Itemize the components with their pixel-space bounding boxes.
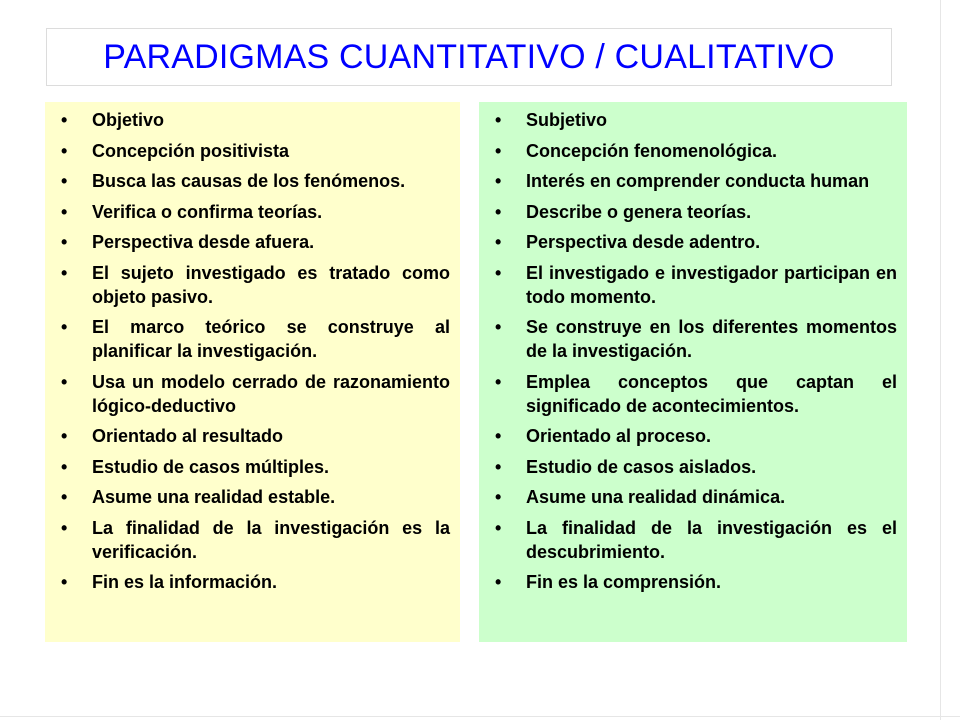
bullet-icon: • <box>495 110 502 130</box>
bullet-icon: • <box>495 426 502 446</box>
list-item-text: Describe o genera teorías. <box>526 201 752 222</box>
list-item-text: Perspectiva desde afuera. <box>92 232 315 252</box>
list-item-text: La finalidad de la investigación es el descubrimiento. <box>526 517 897 562</box>
list-item-text: Emplea conceptos que captan el significado de acontecimientos. <box>526 371 897 416</box>
bullet-icon: • <box>61 456 68 477</box>
list-item-text: Fin es la información. <box>92 572 278 592</box>
bullet-icon: • <box>61 110 68 130</box>
list-item <box>489 169 897 193</box>
list-item <box>489 230 897 254</box>
qualitative-list <box>489 108 897 594</box>
list-item <box>489 455 897 479</box>
bullet-icon: • <box>61 426 68 446</box>
bullet-icon: • <box>495 572 502 592</box>
list-item-text: Subjetivo <box>526 110 608 130</box>
slide-edge-right <box>940 0 941 720</box>
list-item-text: Perspectiva desde adentro. <box>526 232 761 252</box>
list-item <box>489 261 897 309</box>
bullet-icon: • <box>61 232 68 252</box>
title-box <box>46 28 892 86</box>
list-item <box>55 139 450 163</box>
list-item <box>489 139 897 163</box>
list-item <box>55 230 450 254</box>
list-item <box>55 315 450 363</box>
bullet-icon: • <box>61 201 68 222</box>
list-item-text: El sujeto investigado es tratado como objeto pasivo. <box>92 262 450 307</box>
list-item-text: Orientado al resultado <box>92 426 284 446</box>
qualitative-column <box>479 102 907 642</box>
list-item-text: Concepción positivista <box>92 140 290 161</box>
list-item <box>55 261 450 309</box>
list-item-text: Fin es la comprensión. <box>526 572 722 592</box>
list-item-text: Asume una realidad dinámica. <box>526 487 786 507</box>
list-item-text: Estudio de casos múltiples. <box>92 456 330 477</box>
list-item <box>489 315 897 363</box>
bullet-icon: • <box>61 487 68 507</box>
bullet-icon: • <box>61 317 68 337</box>
bullet-icon: • <box>495 371 502 392</box>
list-item-text: Objetivo <box>92 110 165 130</box>
bullet-icon: • <box>495 487 502 507</box>
list-item-text: Busca las causas de los fenómenos. <box>92 171 406 191</box>
list-item <box>489 200 897 224</box>
list-item-text: Se construye en los diferentes momentos de la investigación. <box>526 317 897 361</box>
bullet-icon: • <box>61 171 68 191</box>
list-item-text: Orientado al proceso. <box>526 426 712 446</box>
bullet-icon: • <box>495 262 502 283</box>
list-item <box>55 485 450 509</box>
list-item <box>55 424 450 448</box>
slide-edge-bottom <box>0 716 960 717</box>
list-item <box>489 370 897 418</box>
bullet-icon: • <box>495 201 502 222</box>
list-item <box>55 455 450 479</box>
list-item <box>55 169 450 193</box>
bullet-icon: • <box>495 140 502 161</box>
list-item-text: Estudio de casos aislados. <box>526 456 757 477</box>
list-item <box>55 108 450 132</box>
list-item-text: Usa un modelo cerrado de razonamiento lógico-deductivo <box>92 371 450 416</box>
list-item-text: Verifica o confirma teorías. <box>92 201 323 222</box>
list-item <box>489 424 897 448</box>
bullet-icon: • <box>495 517 502 538</box>
list-item <box>489 485 897 509</box>
bullet-icon: • <box>495 171 502 191</box>
bullet-icon: • <box>495 317 502 337</box>
bullet-icon: • <box>61 262 68 283</box>
list-item <box>489 516 897 564</box>
list-item-text: La finalidad de la investigación es la verificación. <box>92 517 450 562</box>
quantitative-column <box>45 102 460 642</box>
list-item <box>489 108 897 132</box>
bullet-icon: • <box>61 140 68 161</box>
list-item-text: Concepción fenomenológica. <box>526 140 778 161</box>
list-item-text: Asume una realidad estable. <box>92 487 336 507</box>
list-item-text: El investigado e investigador participan en todo momento. <box>526 262 897 307</box>
list-item <box>55 516 450 564</box>
list-item <box>489 570 897 594</box>
list-item-text: Interés en comprender conducta human <box>526 171 870 191</box>
list-item <box>55 570 450 594</box>
quantitative-list <box>55 108 450 594</box>
list-item <box>55 370 450 418</box>
bullet-icon: • <box>495 232 502 252</box>
list-item <box>55 200 450 224</box>
bullet-icon: • <box>61 371 68 392</box>
bullet-icon: • <box>495 456 502 477</box>
bullet-icon: • <box>61 572 68 592</box>
list-item-text: El marco teórico se construye al planificar la investigación. <box>92 317 450 361</box>
page-title: PARADIGMAS CUANTITATIVO / CUALITATIVO <box>103 37 835 76</box>
bullet-icon: • <box>61 517 68 538</box>
